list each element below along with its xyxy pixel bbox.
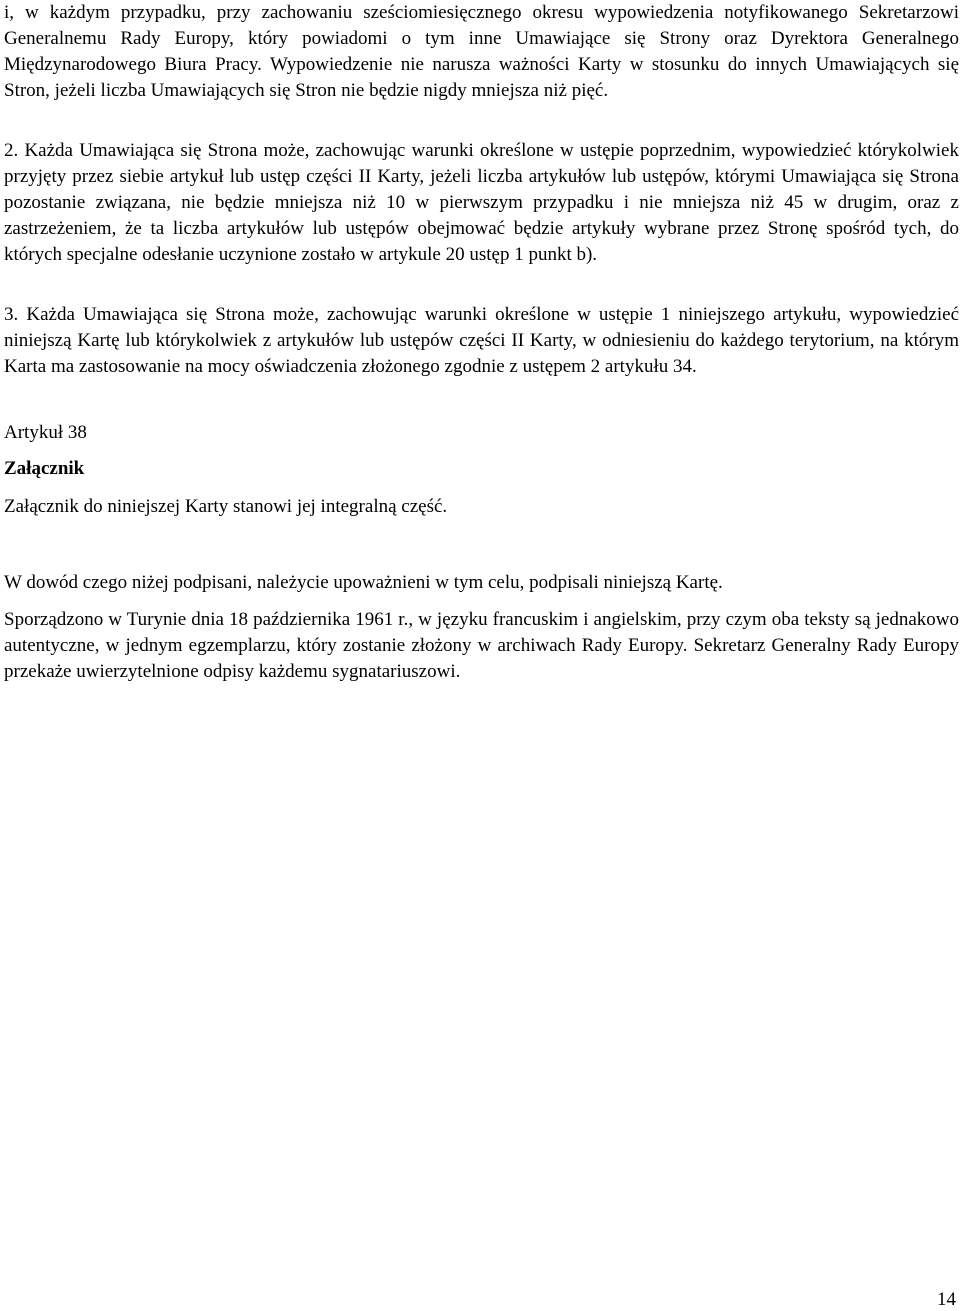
annex-heading: Załącznik bbox=[4, 458, 85, 479]
paragraph-2: 2. Każda Umawiająca się Strona może, zachowując warunki określone w ustępie poprzednim, wypowiedzieć którykolwiek przyjęty przez siebie artykuł lub ustęp części II Karty, jeżeli liczba artykułów lub ustępów, którymi Umawiająca się Strona pozostanie związana, nie będzie mniejsza niż 10 w pierwszym przypadku i nie mniejsza niż 45 w drugim, oraz z zastrzeżeniem, że ta liczba artykułów lub ustępów obejmować będzie artykuły wybrane przez Stronę spośród tych, do których specjalne odesłanie uczynione zostało w artykule 20 ustęp 1 punkt b). bbox=[4, 140, 959, 265]
annex-text: Załącznik do niniejszej Karty stanowi jej integralną część. bbox=[4, 496, 448, 517]
paragraph-withdrawal-continuation: i, w każdym przypadku, przy zachowaniu sześciomiesięcznego okresu wypowiedzenia notyfikowanego Sekretarzowi Generalnemu Rady Europy, który powiadomi o tym inne Umawiające się Strony oraz Dyrektora Generalnego Międzynarodowego Biura Pracy. Wypowiedzenie nie narusza ważności Karty w stosunku do innych Umawiających się Stron, jeżeli liczba Umawiających się Stron nie będzie nigdy mniejsza niż pięć. bbox=[4, 2, 959, 101]
paragraph-3: 3. Każda Umawiająca się Strona może, zachowując warunki określone w ustępie 1 niniejszego artykułu, wypowiedzieć niniejszą Kartę lub którykolwiek z artykułów lub ustępów części II Karty, w odniesieniu do każdego terytorium, na którym Karta ma zastosowanie na mocy oświadczenia złożonego zgodnie z ustępem 2 artykułu 34. bbox=[4, 304, 959, 377]
done-text: Sporządzono w Turynie dnia 18 października 1961 r., w języku francuskim i angielskim, przy czym oba teksty są jednakowo autentyczne, w jednym egzemplarzu, który zostanie złożony w archiwach Rady Europy. Sekretarz Generalny Rady Europy przekaże uwierzytelnione odpisy każdemu sygnatariuszowi. bbox=[4, 609, 959, 682]
article-heading: Artykuł 38 bbox=[4, 422, 87, 443]
page-number: 14 bbox=[937, 1289, 956, 1310]
witness-text: W dowód czego niżej podpisani, należycie upoważnieni w tym celu, podpisali niniejszą Kartę. bbox=[4, 572, 723, 593]
